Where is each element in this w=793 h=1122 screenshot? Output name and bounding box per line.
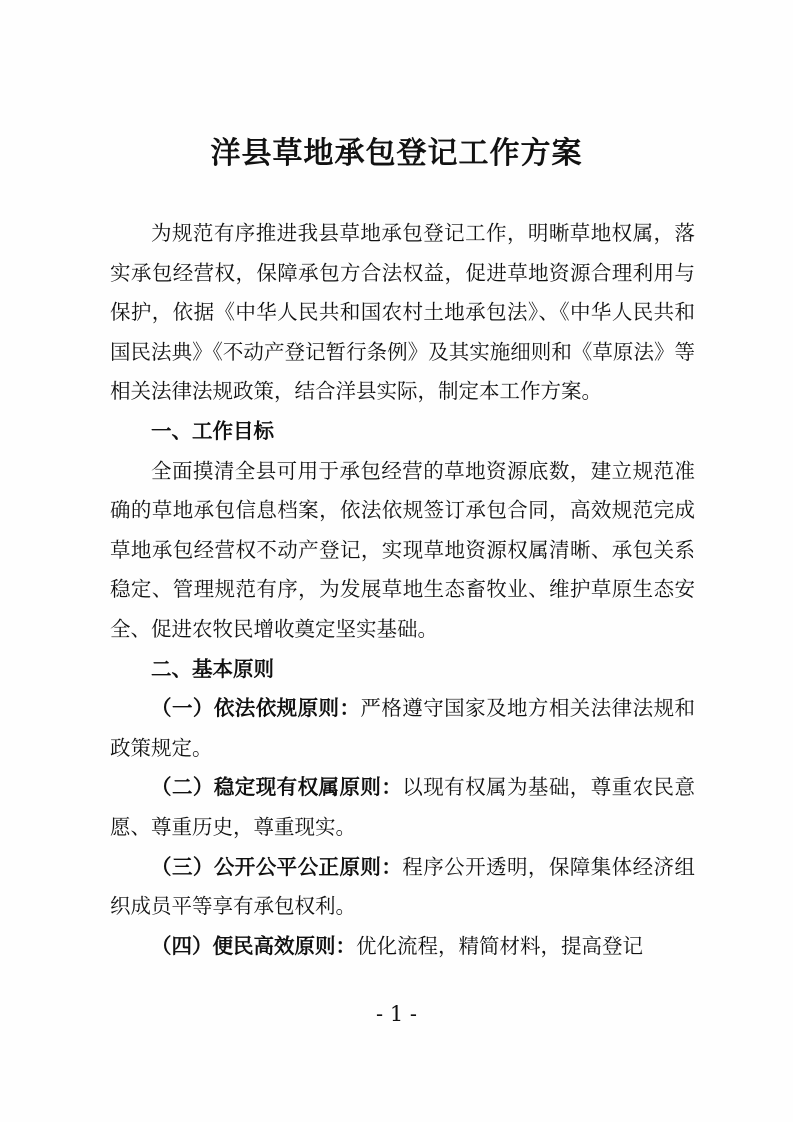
principle-label: （四）便民高效原则： <box>151 933 356 958</box>
section-heading-goals: 一、工作目标 <box>151 418 274 443</box>
principle-label: （一）依法依规原则： <box>151 696 361 721</box>
principle-item <box>110 927 695 967</box>
principle-text: 程序公开透明，保障集体经济组织成员平等享有承包权利。 <box>110 854 696 919</box>
document-title: 洋县草地承包登记工作方案 <box>210 136 583 171</box>
intro-paragraph: 为规范有序推进我县草地承包登记工作，明晰草地权属，落实承包经营权，保障承包方合法权益，促进草地资源合理利用与保护，依据《中华人民共和国农村土地承包法》、《中华人民共和国民法典》《不动产登记暂行条例》及其实施细则和《草原法》等相关法律法规政策，结合洋县实际，制定本工作方案。 <box>110 221 695 404</box>
principle-item <box>110 848 695 927</box>
page-number: - 1 - <box>376 1002 417 1026</box>
principle-text: 以现有权属为基础，尊重农民意愿、尊重历史，尊重现实。 <box>110 775 696 839</box>
principle-text: 严格遵守国家及地方相关法律法规和政策规定。 <box>110 696 696 760</box>
principle-item <box>110 768 695 847</box>
principle-label: （三）公开公平公正原则： <box>151 854 403 879</box>
principle-item <box>110 689 695 768</box>
principle-text: 优化流程，精简材料，提高登记 <box>356 933 643 958</box>
goals-paragraph: 全面摸清全县可用于承包经营的草地资源底数，建立规范准确的草地承包信息档案，依法依规签订承包合同，高效规范完成草地承包经营权不动产登记，实现草地资源权属清晰、承包关系稳定、管理规范有序，为发展草地生态畜牧业、维护草原生态安全、促进农牧民增收奠定坚实基础。 <box>110 458 695 641</box>
document-body <box>110 214 695 966</box>
section-heading-principles: 二、基本原则 <box>151 656 274 681</box>
principle-label: （二）稳定现有权属原则： <box>151 775 403 800</box>
